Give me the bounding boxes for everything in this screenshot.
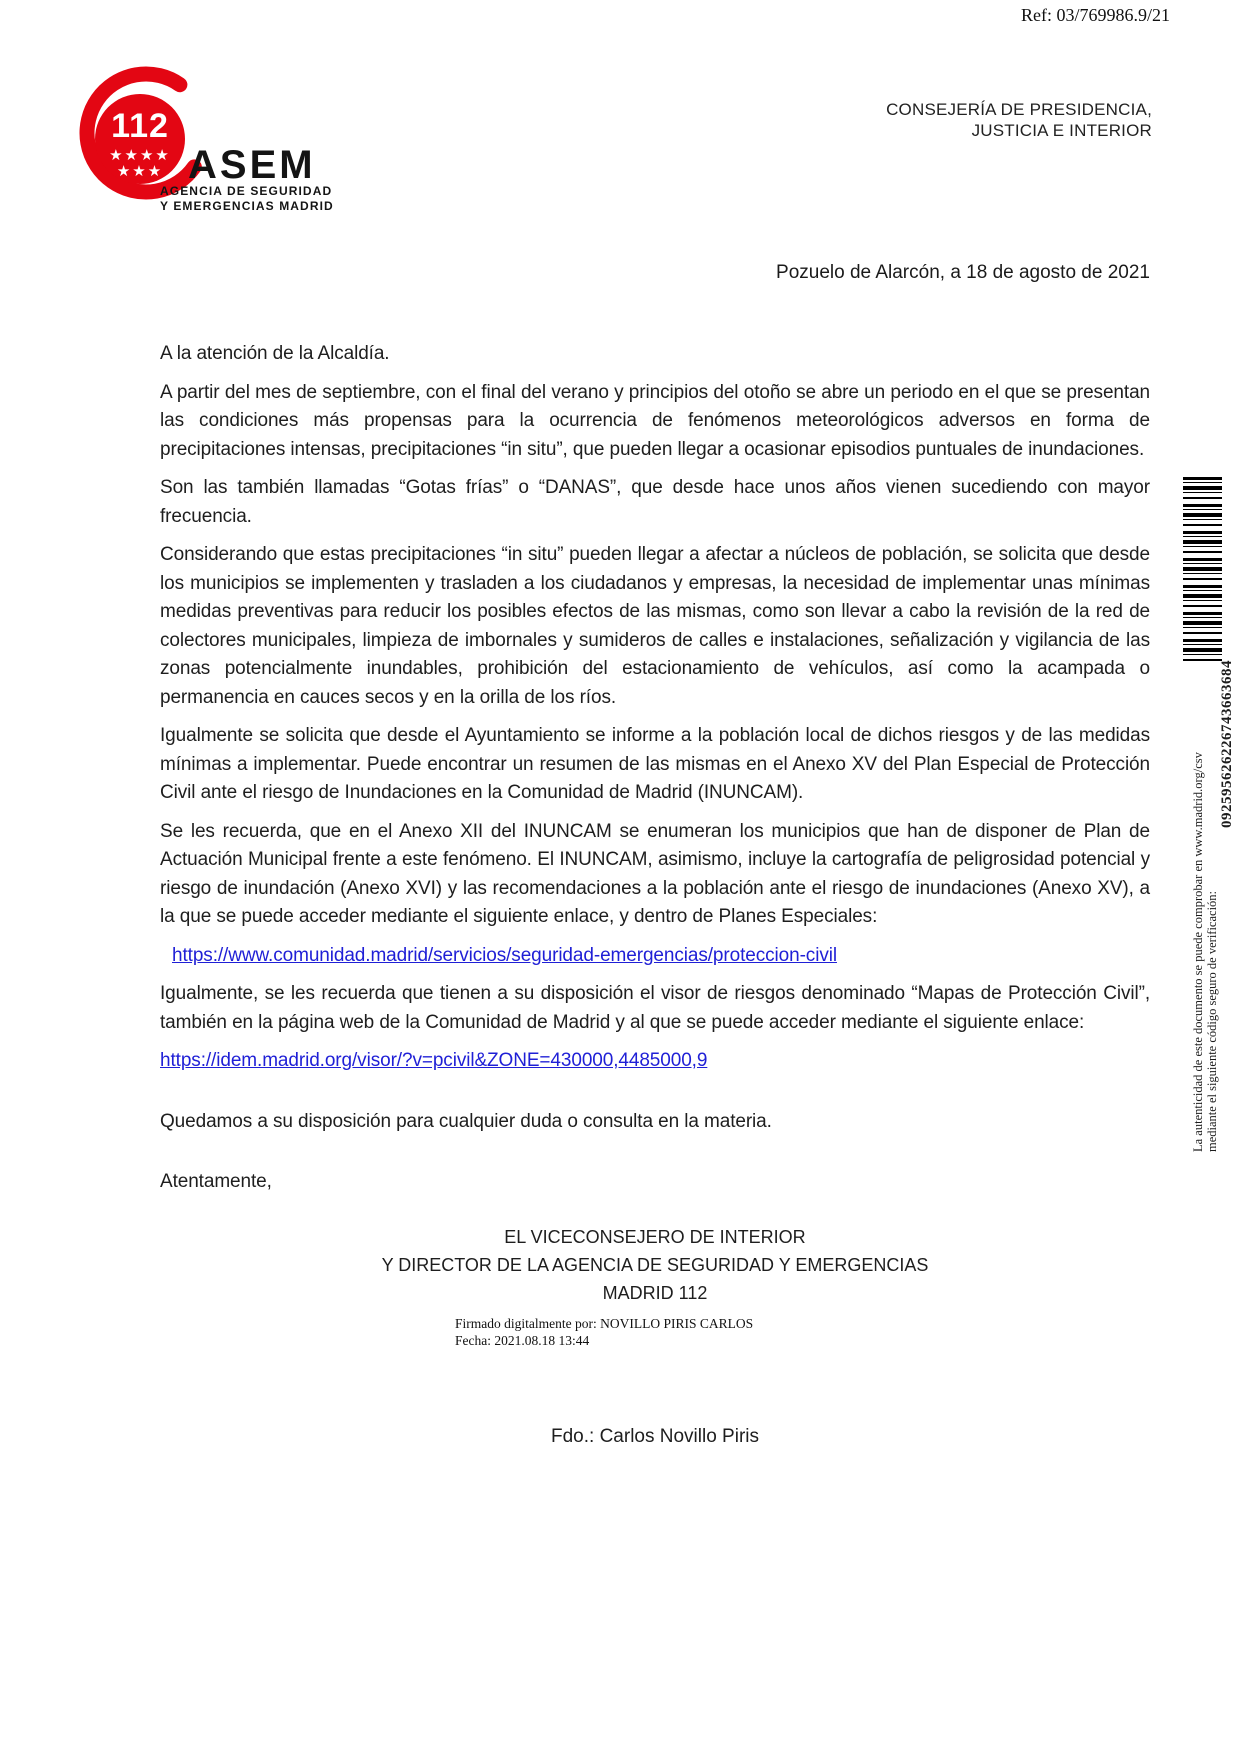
salutation: A la atención de la Alcaldía. [160, 343, 390, 364]
emergency-number: 112 [111, 107, 169, 145]
proteccion-civil-link[interactable]: https://www.comunidad.madrid/servicios/seguridad-emergencias/proteccion-civil [172, 944, 837, 966]
letter-paragraph-6: Igualmente, se les recuerda que tienen a su disposición el visor de riesgos denominado “Mapas de Protección Civil”, también en la página web de la Comunidad de Madrid y al que se puede acceder mediante el siguiente enlace: [160, 983, 1150, 1033]
signature-title-line-3: MADRID 112 [602, 1282, 708, 1303]
csv-verification-strip [1191, 660, 1236, 1152]
digital-signature-signer: Firmado digitalmente por: NOVILLO PIRIS CARLOS [455, 1315, 754, 1331]
signed-name: Fdo.: Carlos Novillo Piris [551, 1425, 759, 1447]
csv-verification-line-2: mediante el siguiente código seguro de verificación: [1205, 890, 1219, 1152]
signature-title-line-1: EL VICECONSEJERO DE INTERIOR [504, 1226, 806, 1247]
asem-acronym: ASEM [188, 143, 316, 187]
madrid-stars-row-1: ★★★★ [109, 147, 171, 164]
link-line-visor-riesgos [160, 1047, 1150, 1076]
date-line: Pozuelo de Alarcón, a 18 de agosto de 2021 [776, 262, 1150, 283]
asem-caption-line-2: Y EMERGENCIAS MADRID [160, 199, 334, 213]
signature-title-block [160, 1223, 1150, 1307]
closing-line: Quedamos a su disposición para cualquier duda o consulta en la materia. [160, 1110, 772, 1132]
letter-paragraph-5: Se les recuerda, que en el Anexo XII del INUNCAM se enumeran los municipios que han de disponer de Plan de Actuación Municipal frente a este fenómeno. El INUNCAM, asimismo, incluye la cartografía de peligrosidad potencial y riesgo de inundación (Anexo XVI) y las recomendaciones a la población ante el riesgo de inundaciones (Anexo XV), a la que se puede acceder mediante el siguiente enlace, y dentro de Planes Especiales: [160, 820, 1150, 927]
asem-caption [160, 184, 334, 214]
csv-verification-code: 092595626226743663684 [1219, 660, 1235, 828]
letter-paragraph-4: Igualmente se solicita que desde el Ayuntamiento se informe a la población local de dichos riesgos y de las medidas mínimas a implementar. Puede encontrar un resumen de las mismas en el Anexo XV del Plan Especial de Protección Civil ante el riesgo de Inundaciones en la Comunidad de Madrid (INUNCAM). [160, 725, 1150, 803]
csv-verification-line-1: La autenticidad de este documento se puede comprobar en www.madrid.org/csv [1191, 752, 1205, 1152]
department-header [886, 99, 1152, 141]
letter-body [160, 340, 1150, 1451]
department-line-2: JUSTICIA E INTERIOR [971, 121, 1152, 140]
letter-paragraph-2: Son las también llamadas “Gotas frías” o “DANAS”, que desde hace unos años vienen sucediendo con mayor frecuencia. [160, 477, 1150, 527]
department-line-1: CONSEJERÍA DE PRESIDENCIA, [886, 100, 1152, 119]
signoff-line: Atentamente, [160, 1171, 272, 1192]
digital-signature-block [455, 1315, 1150, 1349]
madrid-stars-row-2: ★★★ [116, 163, 164, 180]
letter-paragraph-3: Considerando que estas precipitaciones “in situ” pueden llegar a afectar a núcleos de población, se solicita que desde los municipios se implementen y trasladen a los ciudadanos y empresas, la necesidad de implementar unas mínimas medidas preventivas para reducir los posibles efectos de las mismas, como son llevar a cabo la revisión de la red de colectores municipales, limpieza de imbornales y sumideros de calles e instalaciones, señalización y vigilancia de las zonas potencialmente inundables, prohibición del estacionamiento de vehículos, así como la acampada o permanencia en cauces secos y en la orilla de los ríos. [160, 544, 1150, 708]
asem-112-logo [68, 52, 398, 237]
link-line-proteccion-civil [160, 942, 1150, 971]
asem-caption-line-1: AGENCIA DE SEGURIDAD [160, 184, 333, 198]
digital-signature-date: Fecha: 2021.08.18 13:44 [455, 1332, 590, 1348]
signature-title-line-2: Y DIRECTOR DE LA AGENCIA DE SEGURIDAD Y EMERGENCIAS [381, 1254, 929, 1275]
visor-riesgos-link[interactable]: https://idem.madrid.org/visor/?v=pcivil&ZONE=430000,4485000,9 [160, 1050, 708, 1071]
reference-number: Ref: 03/769986.9/21 [1021, 5, 1170, 25]
verification-barcode-icon [1183, 477, 1222, 664]
letter-paragraph-1: A partir del mes de septiembre, con el final del verano y principios del otoño se abre un periodo en el que se presentan las condiciones más propensas para la ocurrencia de fenómenos meteorológicos adversos en forma de precipitaciones intensas, precipitaciones “in situ”, que pueden llegar a ocasionar episodios puntuales de inundaciones. [160, 381, 1150, 460]
